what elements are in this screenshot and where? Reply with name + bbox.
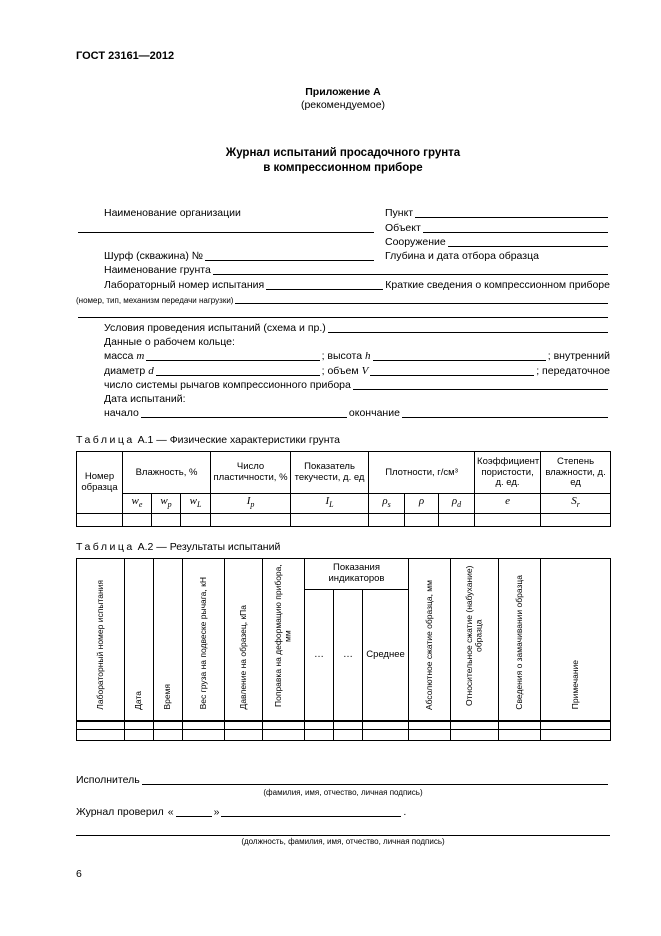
device-info-note: (номер, тип, механизм передачи нагрузки) [76, 296, 234, 306]
form-row [76, 306, 610, 320]
a2-col-correction [263, 558, 305, 721]
table-a2 [76, 558, 611, 741]
symbol-base: ρ [418, 495, 425, 508]
transfer-label: ; передаточное [536, 364, 611, 377]
sentence-period: . [403, 805, 407, 818]
a2-col-correction-label: Поправка на деформацию прибора, мм [273, 564, 293, 708]
height-fill-line [373, 351, 546, 361]
a2-empty-cell [154, 729, 183, 740]
form-row [76, 335, 610, 349]
a2-empty-data-row [77, 721, 611, 729]
form-row [76, 277, 610, 291]
symbol-base: ρ [451, 495, 458, 508]
symbol-base: ρ [382, 495, 388, 508]
right-column [385, 236, 610, 249]
a2-col-average: Среднее [363, 589, 409, 721]
left-column [76, 207, 376, 220]
symbol-base: I [246, 495, 251, 508]
executor-row [76, 773, 610, 787]
footer-section [76, 773, 610, 847]
symbol-sub: s [387, 500, 391, 510]
device-info-fill-line [235, 294, 608, 304]
lever-ratio-fill-line [353, 380, 608, 390]
a2-empty-cell [154, 721, 183, 729]
table-a1-caption-word: Таблица [76, 434, 135, 447]
a2-col-weight [183, 558, 225, 721]
journal-title [76, 146, 610, 176]
a2-group-indicators: Показания индикаторов [305, 558, 409, 589]
symbol-sub: L [196, 500, 202, 510]
symbol-sub: r [576, 500, 580, 510]
punkt-label: Пункт [385, 207, 414, 220]
lab-number-fill-line [266, 280, 383, 290]
symbol-base: e [505, 495, 510, 508]
a2-empty-cell [125, 721, 154, 729]
table-a1-caption-text: А.1 — Физические характеристики грунта [137, 434, 341, 447]
journal-checked-row [76, 805, 610, 819]
height-label: ; высота [321, 350, 363, 363]
diameter-variable: d [148, 364, 154, 377]
form-row [76, 235, 610, 249]
lab-number-label: Лабораторный номер испытания [104, 278, 265, 291]
form-row [76, 220, 610, 234]
a1-symbol-we [123, 494, 152, 513]
conditions-fill-line [328, 323, 608, 333]
form-row [76, 292, 610, 306]
a2-col-date [125, 558, 154, 721]
appendix-heading [76, 86, 610, 112]
structure-fill-line [448, 237, 608, 247]
a2-col-time-label: Время [162, 684, 173, 710]
borehole-label: Шурф (скважина) № [104, 250, 203, 263]
a2-empty-data-row [77, 729, 611, 740]
a2-col-relative-compression-label: Относительное сжатие (набухание) образца [464, 565, 484, 706]
table-a2-caption-word: Таблица [76, 540, 135, 553]
a2-empty-cell [305, 729, 334, 740]
a1-symbols-row [77, 494, 611, 513]
punkt-fill-line [415, 208, 608, 218]
a2-empty-cell [451, 729, 499, 740]
a1-col-plasticity: Число пластичности, % [211, 452, 291, 494]
a1-empty-cell [152, 513, 181, 526]
appendix-note: (рекомендуемое) [300, 99, 386, 111]
table-a1 [76, 451, 611, 526]
a1-col-liquidity: Показатель текучести, д. ед [291, 452, 369, 494]
soil-name-label: Наименование грунта [104, 264, 211, 277]
page-number: 6 [76, 868, 82, 880]
object-fill-line [423, 223, 608, 233]
a1-empty-cell [475, 513, 541, 526]
a2-empty-cell [305, 721, 334, 729]
a2-empty-cell [225, 729, 263, 740]
a2-empty-cell [541, 721, 611, 729]
a1-symbol-il [291, 494, 369, 513]
a2-empty-cell [183, 721, 225, 729]
right-column [385, 250, 610, 263]
device-info-label: Краткие сведения о компрессионном приборе [385, 278, 610, 291]
organization-label: Наименование организации [104, 207, 241, 220]
a2-empty-cell [499, 729, 541, 740]
symbol-base: w [131, 495, 139, 508]
volume-fill-line [370, 366, 534, 376]
table-a1-caption [76, 434, 610, 446]
a2-empty-cell [541, 729, 611, 740]
a2-empty-cell [451, 721, 499, 729]
journal-title-line1: Журнал испытаний просадочного грунта [225, 147, 461, 159]
a2-empty-cell [263, 721, 305, 729]
a2-col-lab-number-label: Лабораторный номер испытания [94, 579, 105, 710]
lever-ratio-label: число системы рычагов компрессионного прибора [104, 378, 351, 391]
borehole-fill-line [205, 251, 374, 261]
a1-empty-data-row [77, 513, 611, 526]
form-row [76, 206, 610, 220]
symbol-sub: p [167, 500, 172, 510]
soil-name-fill-line [213, 265, 608, 275]
a1-empty-cell [123, 513, 152, 526]
form-row [76, 249, 610, 263]
a2-col-indicator-1: … [305, 589, 334, 721]
left-column [76, 250, 376, 263]
a2-empty-cell [334, 729, 363, 740]
a2-empty-cell [363, 729, 409, 740]
a2-col-pressure [225, 558, 263, 721]
a1-empty-cell [77, 513, 123, 526]
table-a2-caption [76, 541, 610, 553]
symbol-base: w [160, 495, 168, 508]
symbol-base: w [189, 495, 197, 508]
mass-fill-line [146, 351, 319, 361]
right-column [385, 207, 610, 220]
check-date-fill-line [221, 807, 401, 817]
a2-empty-cell [183, 729, 225, 740]
journal-checked-label: Журнал проверил [76, 805, 164, 818]
a2-col-absolute-compression-label: Абсолютное сжатие образца, мм [423, 579, 434, 710]
a1-empty-cell [405, 513, 439, 526]
a2-empty-cell [409, 721, 451, 729]
form-row [76, 320, 610, 334]
volume-variable: V [361, 364, 369, 377]
a1-symbol-wl [181, 494, 211, 513]
open-quote: « [167, 805, 174, 818]
symbol-base: I [325, 495, 330, 508]
right-column [385, 222, 610, 235]
start-label: начало [104, 407, 139, 420]
a2-empty-cell [77, 729, 125, 740]
a2-col-absolute-compression [409, 558, 451, 721]
a1-symbol-rho-d [439, 494, 475, 513]
form-row [76, 263, 610, 277]
mass-variable: m [136, 350, 145, 363]
a1-empty-cell [211, 513, 291, 526]
symbol-sub: d [457, 500, 462, 510]
table-a2-caption-text: А.2 — Результаты испытаний [137, 540, 281, 553]
journal-title-line2: в компрессионном приборе [263, 162, 423, 174]
a1-empty-cell [541, 513, 611, 526]
depth-date-label: Глубина и дата отбора образца [385, 250, 539, 263]
a1-symbol-rho-s [369, 494, 405, 513]
form-row [76, 349, 610, 363]
form-row [76, 392, 610, 406]
a1-empty-cell [369, 513, 405, 526]
test-dates-label: Дата испытаний: [104, 393, 186, 406]
internal-label: ; внутренний [547, 350, 611, 363]
a2-empty-cell [263, 729, 305, 740]
executor-label: Исполнитель [76, 773, 140, 786]
organization-fill-line [78, 223, 374, 233]
a2-col-date-label: Дата [133, 690, 144, 710]
symbol-sub: p [250, 500, 255, 510]
device-info-fill-line-2 [78, 308, 608, 318]
a1-col-porosity: Коэффициент пористости, д. ед. [475, 452, 541, 494]
a2-col-time [154, 558, 183, 721]
a2-col-indicator-2: … [334, 589, 363, 721]
a2-empty-cell [499, 721, 541, 729]
a2-col-lab-number [77, 558, 125, 721]
a1-col-saturation: Степень влажности, д. ед [541, 452, 611, 494]
a2-header-row [77, 558, 611, 589]
structure-label: Сооружение [385, 235, 446, 248]
left-column [76, 223, 376, 235]
a2-empty-cell [363, 721, 409, 729]
a2-col-relative-compression [451, 558, 499, 721]
end-fill-line [402, 408, 608, 418]
symbol-sub: L [329, 500, 334, 510]
volume-label: ; объем [321, 364, 359, 377]
conditions-label: Условия проведения испытаний (схема и пр.) [104, 321, 326, 334]
end-label: окончание [348, 407, 400, 420]
a1-symbol-e [475, 494, 541, 513]
start-fill-line [141, 408, 347, 418]
a2-col-weight-label: Вес груза на подвеске рычага, кН [197, 577, 208, 710]
a2-col-note-label: Примечание [569, 660, 580, 710]
standard-number: ГОСТ 23161—2012 [76, 50, 175, 62]
a2-empty-cell [77, 721, 125, 729]
a2-empty-cell [225, 721, 263, 729]
checked-note: (должность, фамилия, имя, отчество, личная подпись) [241, 836, 445, 846]
ring-data-label: Данные о рабочем кольце: [104, 335, 235, 348]
form-row [76, 406, 610, 420]
form-header-section [76, 206, 610, 420]
executor-fill-line [142, 775, 608, 785]
check-day-fill-line [176, 807, 212, 817]
a2-col-pressure-label: Давление на образец, кПа [237, 605, 248, 710]
a1-empty-cell [181, 513, 211, 526]
a2-empty-cell [125, 729, 154, 740]
appendix-name: Приложение А [305, 86, 381, 98]
a2-empty-cell [409, 729, 451, 740]
executor-note: (фамилия, имя, отчество, личная подпись) [263, 787, 423, 797]
a1-group-moisture: Влажность, % [123, 452, 211, 494]
checked-by-fill-line [76, 824, 610, 836]
a1-empty-cell [291, 513, 369, 526]
a2-col-soaking-info [499, 558, 541, 721]
symbol-base: S [571, 495, 577, 508]
object-label: Объект [385, 221, 421, 234]
a1-symbol-rho [405, 494, 439, 513]
a1-col-sample-number: Номер образца [77, 452, 123, 513]
mass-label: масса [104, 350, 134, 363]
diameter-label: диаметр [104, 364, 146, 377]
symbol-sub: e [138, 500, 143, 510]
form-row [76, 363, 610, 377]
a2-col-soaking-info-label: Сведения о замачивании образца [513, 575, 524, 710]
close-quote: » [213, 805, 220, 818]
a1-group-density: Плотности, г/см³ [369, 452, 475, 494]
a2-col-note [541, 558, 611, 721]
a1-empty-cell [439, 513, 475, 526]
a1-header-row [77, 452, 611, 494]
a1-symbol-ip [211, 494, 291, 513]
a1-symbol-sr [541, 494, 611, 513]
form-row [76, 378, 610, 392]
diameter-fill-line [156, 366, 320, 376]
a2-empty-cell [334, 721, 363, 729]
a1-symbol-wp [152, 494, 181, 513]
height-variable: h [365, 350, 371, 363]
